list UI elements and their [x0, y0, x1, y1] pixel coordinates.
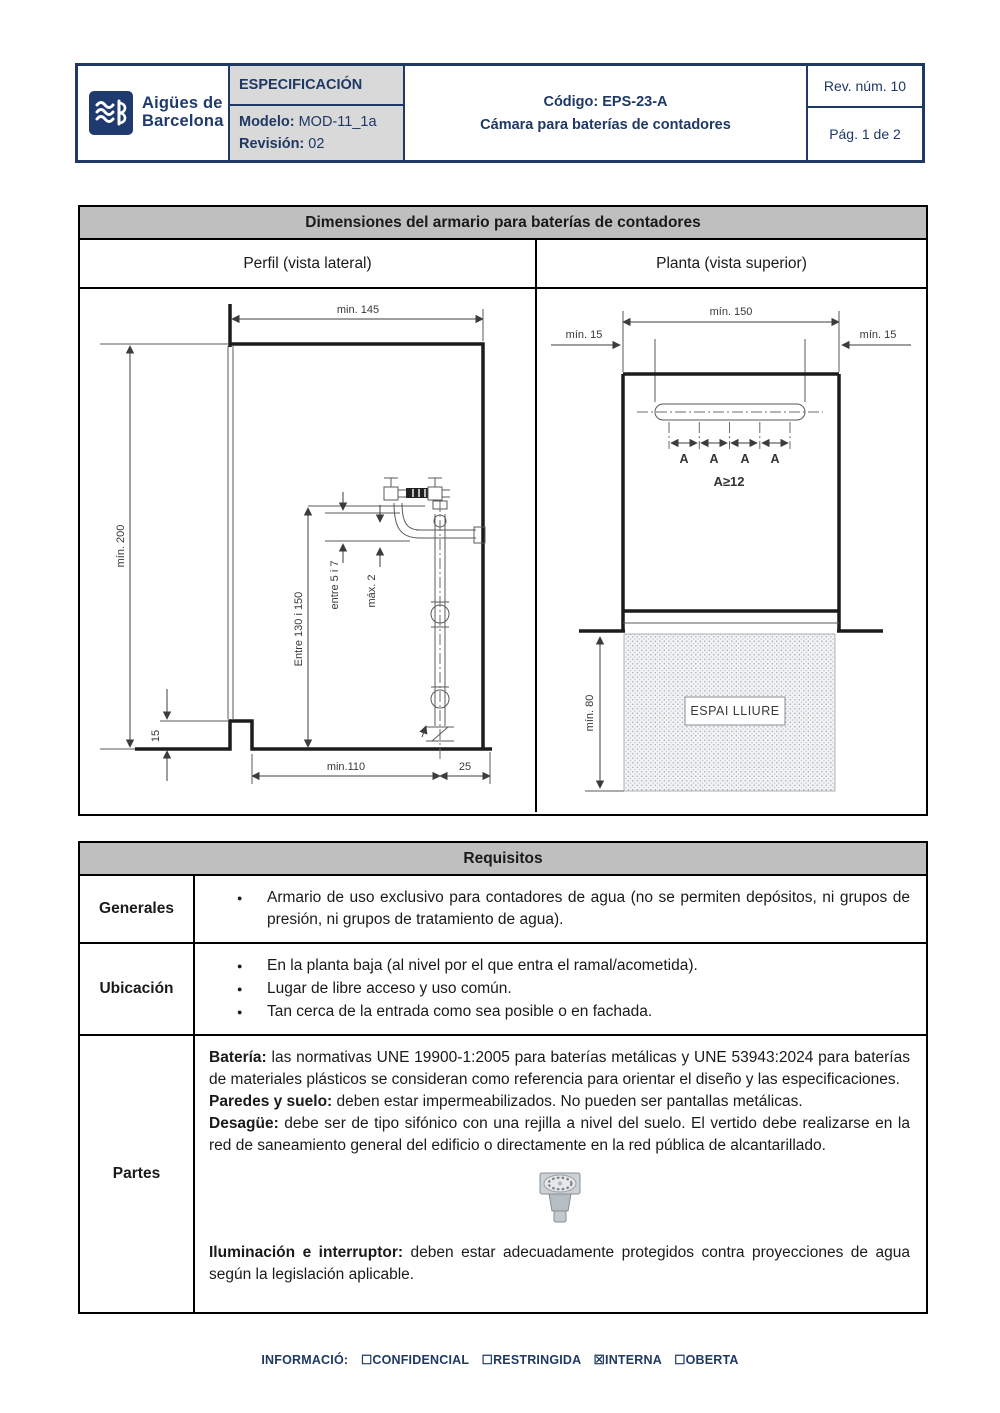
dim-label-margen-izq: mín. 15 — [565, 329, 603, 341]
espai-lliure-label: ESPAI LLIURE — [690, 704, 780, 718]
label-generales: Generales — [80, 876, 195, 942]
dimensiones-table — [78, 205, 928, 816]
partes-paragraph-iluminacion: Iluminación e interruptor: deben estar adecuadamente protegidos contra proyecciones de agua según la legislación aplicable. — [209, 1244, 910, 1283]
brand-name — [142, 95, 224, 131]
spec-cell — [230, 66, 405, 160]
perfil-drawing-cell — [80, 289, 537, 812]
bullet-item: ● Armario de uso exclusivo para contadores de agua (no se permiten depósitos, ni grupos de presión, ni grupos de tratamiento de agua). — [237, 887, 910, 931]
row-partes — [80, 1036, 926, 1312]
requisitos-table — [78, 841, 928, 1314]
dimensiones-column-headers — [80, 240, 926, 289]
perfil-left-wall — [228, 346, 233, 719]
label-ubicacion: Ubicación — [80, 944, 195, 1034]
dim-label-pared: 25 — [458, 761, 472, 773]
dim-label-a1: A — [679, 452, 689, 466]
modelo-line: Modelo: MOD-11_1a — [239, 114, 377, 130]
rev-num: Rev. núm. 10 — [808, 66, 922, 108]
revision-line: Revisión: 02 — [239, 136, 325, 152]
dim-label-max-2: máx. 2 — [366, 574, 378, 608]
dim-label-a4: A — [770, 452, 780, 466]
especificacion-label: ESPECIFICACIÓN — [230, 66, 403, 106]
label-partes: Partes — [80, 1036, 195, 1312]
content-partes — [195, 1036, 926, 1312]
siphonic-drain-image — [536, 1170, 584, 1226]
modelo-revision-cell — [230, 106, 403, 160]
requisitos-title: Requisitos — [80, 843, 926, 876]
bullet-glyph: ● — [237, 984, 243, 994]
page-num: Pág. 1 de 2 — [829, 126, 901, 142]
dim-label-escalon: 15 — [150, 729, 162, 743]
row-ubicacion — [80, 944, 926, 1036]
footer-option-confidencial: ☐CONFIDENCIAL — [360, 1353, 469, 1367]
checkbox-checked-icon: ☒ — [593, 1353, 606, 1367]
dim-label-alto: mín. 200 — [115, 524, 127, 568]
rev-page-cell — [808, 66, 922, 160]
partes-paragraph-paredes: Paredes y suelo: deben estar impermeabilizados. No pueden ser pantallas metálicas. — [209, 1093, 803, 1110]
dim-label-a2: A — [709, 452, 719, 466]
row-generales — [80, 876, 926, 944]
logo-cell — [78, 66, 230, 160]
bullet-item: ● En la planta baja (al nivel por el que entra el ramal/acometida). — [237, 955, 910, 977]
dim-label-a-min: A≥12 — [713, 474, 745, 489]
footer-option-restringida: ☐RESTRINGIDA — [481, 1353, 581, 1367]
checkbox-unchecked-icon: ☐ — [481, 1353, 494, 1367]
footer-classification — [0, 1352, 1000, 1367]
aigues-barcelona-logo-icon — [88, 90, 134, 136]
brand-line1: Aigües de — [142, 94, 223, 113]
dim-label-margen-der: mín. 15 — [859, 329, 897, 341]
title-cell — [405, 66, 808, 160]
dim-label-a3: A — [740, 452, 750, 466]
col-header-perfil: Perfil (vista lateral) — [80, 240, 537, 287]
bullet-glyph: ● — [237, 961, 243, 971]
content-ubicacion — [195, 944, 926, 1034]
planta-drawing — [537, 289, 926, 812]
bullet-item: ● Lugar de libre acceso y uso común. — [237, 978, 910, 1000]
footer-option-oberta: ☐OBERTA — [674, 1353, 739, 1367]
footer-option-interna: ☒INTERNA — [593, 1353, 662, 1367]
dim-label-altura-bateria: Entre 130 i 150 — [293, 591, 305, 667]
doc-title: Cámara para baterías de contadores — [480, 116, 731, 133]
col-header-planta: Planta (vista superior) — [656, 254, 807, 272]
dim-label-entre-5-7: entre 5 i 7 — [329, 560, 341, 610]
checkbox-unchecked-icon: ☐ — [360, 1353, 373, 1367]
doc-code: Código: EPS-23-A — [543, 93, 668, 110]
footer-prefix: INFORMACIÓ: — [261, 1353, 349, 1367]
bullet-item: ● Tan cerca de la entrada como sea posible o en fachada. — [237, 1001, 910, 1023]
dim-label-espai-min: mín. 80 — [584, 694, 596, 732]
bullet-glyph: ● — [237, 1007, 243, 1017]
header-table — [75, 63, 925, 163]
drain-image-wrap — [209, 1170, 910, 1233]
dimensiones-title: Dimensiones del armario para baterías de contadores — [80, 207, 926, 240]
checkbox-unchecked-icon: ☐ — [674, 1353, 686, 1367]
partes-paragraph-desague: Desagüe: debe ser de tipo sifónico con una rejilla a nivel del suelo. El vertido debe realizarse en la red de saneamiento general del edificio o directamente en la red pública de alcantarillado. — [209, 1115, 910, 1154]
dim-label-planta-ancho: mín. 150 — [709, 306, 753, 318]
planta-drawing-cell — [537, 289, 926, 812]
bullet-glyph: ● — [237, 893, 243, 903]
dim-label-ancho: min. 145 — [336, 304, 380, 316]
perfil-drawing — [80, 289, 535, 812]
dim-label-fondo: min.110 — [326, 761, 366, 773]
brand-line2: Barcelona — [142, 112, 224, 130]
partes-paragraph-bateria: Batería: las normativas UNE 19900-1:2005 para baterías metálicas y UNE 53943:2024 para baterías de materiales plásticos se consideran como referencia para orientar el diseño y las especificaciones. — [209, 1049, 910, 1088]
content-generales — [195, 876, 926, 942]
